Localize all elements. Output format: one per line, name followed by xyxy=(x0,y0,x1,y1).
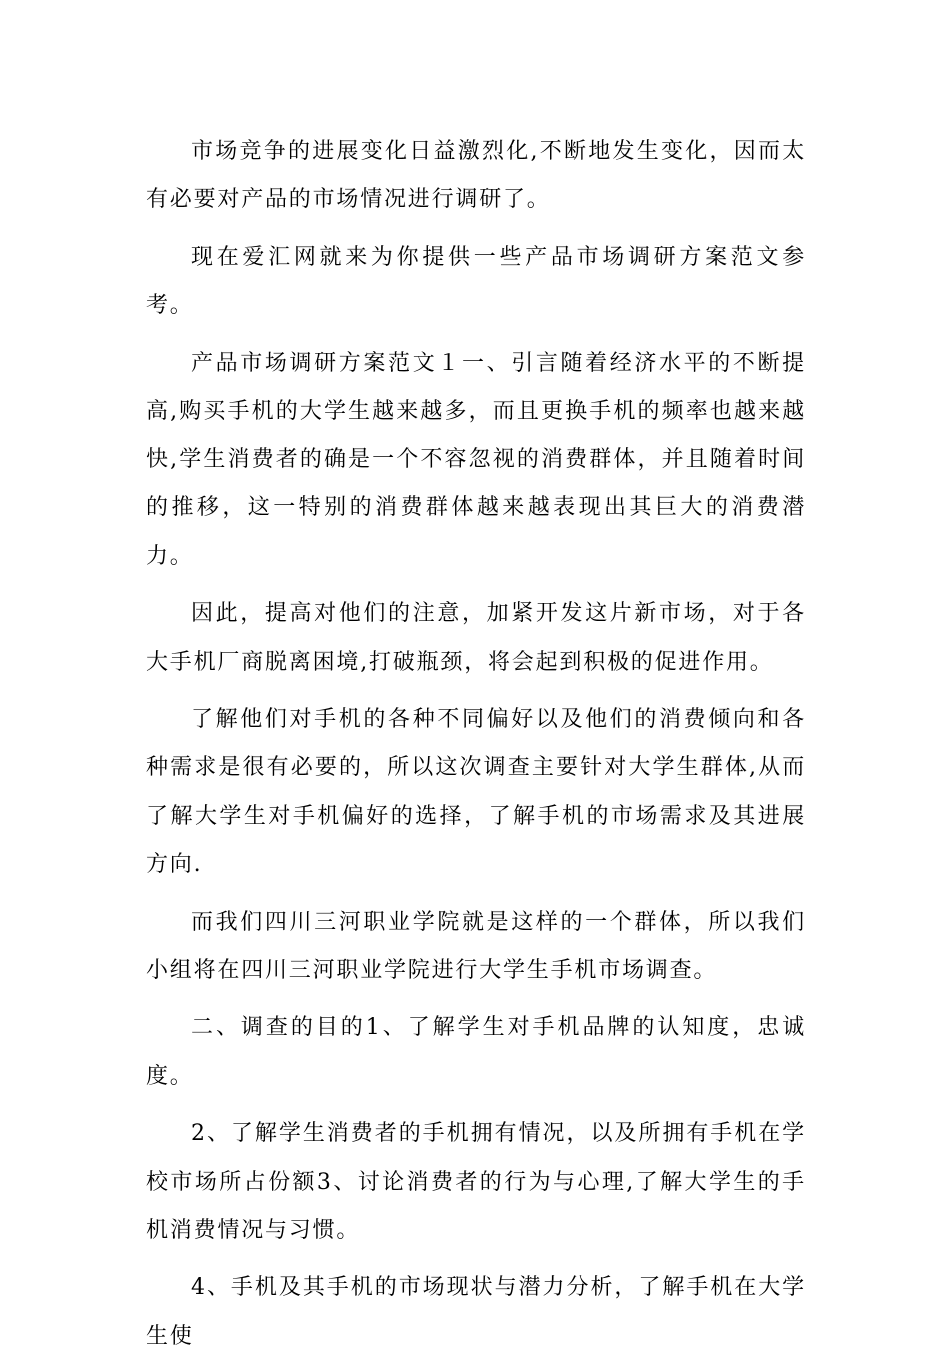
paragraph-7: 二、调查的目的1、了解学生对手机品牌的认知度，忠诚度。 xyxy=(146,1015,806,1089)
paragraph-3: 产品市场调研方案范文１一、引言随着经济水平的不断提高,购买手机的大学生越来越多，而且更换手机的频率也越来越快,学生消费者的确是一个不容忽视的消费群体，并且随着时间的推移，这一特别的消费群体越来越表现出其巨大的消费潜力。 xyxy=(146,350,806,569)
paragraph-6: 而我们四川三河职业学院就是这样的一个群体，所以我们小组将在四川三河职业学院进行大学生手机市场调查。 xyxy=(146,909,806,983)
paragraph-9: 4、手机及其手机的市场现状与潜力分析，了解手机在大学生使 xyxy=(146,1275,806,1349)
paragraph-4: 因此，提高对他们的注意，加紧开发这片新市场，对于各大手机厂商脱离困境,打破瓶颈，将会起到积极的促进作用。 xyxy=(146,601,806,675)
document-body xyxy=(146,128,806,1370)
paragraph-8: 2、了解学生消费者的手机拥有情况，以及所拥有手机在学校市场所占份额3、讨论消费者的行为与心理,了解大学生的手机消费情况与习惯。 xyxy=(146,1121,806,1243)
paragraph-1: 市场竞争的进展变化日益激烈化,不断地发生变化，因而太有必要对产品的市场情况进行调研了。 xyxy=(146,139,806,213)
paragraph-2: 现在爱汇网就来为你提供一些产品市场调研方案范文参考。 xyxy=(146,244,806,319)
paragraph-5: 了解他们对手机的各种不同偏好以及他们的消费倾向和各种需求是很有必要的，所以这次调查主要针对大学生群体,从而了解大学生对手机偏好的选择，了解手机的市场需求及其进展方向. xyxy=(146,707,806,877)
